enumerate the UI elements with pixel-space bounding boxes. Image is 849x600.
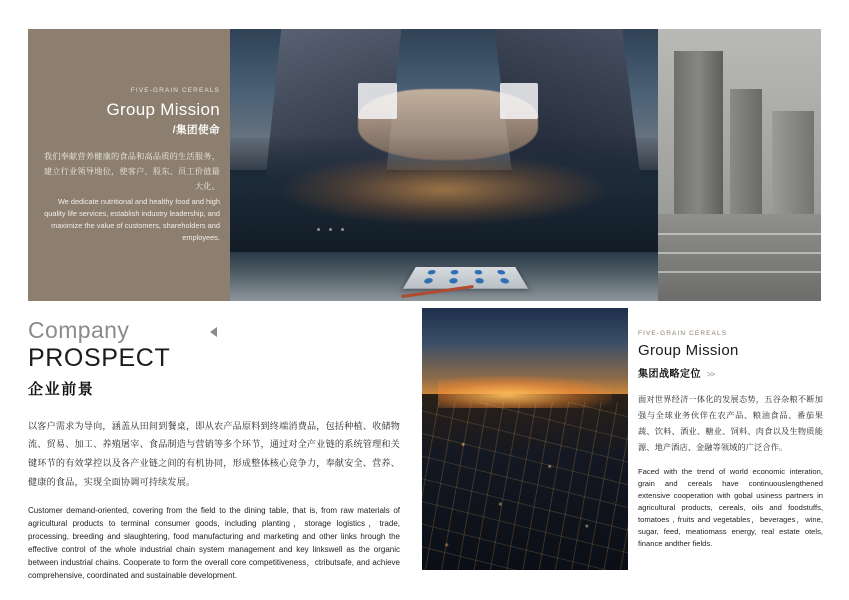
strategy-eyebrow: FIVE-GRAIN CEREALS bbox=[638, 330, 728, 337]
aerial-night-city-photo bbox=[422, 308, 628, 570]
prospect-body-en: Customer demand-oriented, covering from the field to the dining table, that is, from raw materials of agricultural products to terminal consumer goods, including planting，storage logistics，trade, processing, breeding and slaughtering, food manufacturing and marketing and other links hrough the effective control of the whole industrial chain system management and key linkswell as the organic between industrial chains. Cooperate to form the overall core competitiveness，ctributsafe, and achieve comprehensive, coordinated and sustainable development. bbox=[28, 506, 400, 581]
page-dot bbox=[341, 228, 344, 231]
mission-title-en: Group Mission bbox=[106, 100, 220, 119]
group-strategy-section bbox=[638, 330, 823, 558]
prospect-heading-main: PROSPECT bbox=[28, 344, 171, 373]
page-dot bbox=[329, 228, 332, 231]
building-tower-1 bbox=[674, 51, 723, 220]
strategy-title-cn: 集团战略定位 bbox=[638, 369, 701, 381]
strategy-title-en: Group Mission bbox=[638, 342, 739, 359]
photo-sunset-glow bbox=[281, 154, 606, 225]
page-dots bbox=[317, 228, 344, 231]
prospect-heading-cn: 企业前景 bbox=[28, 380, 95, 398]
mission-eyebrow: FIVE-GRAIN CEREALS bbox=[130, 87, 220, 94]
strategy-body-en: Faced with the trend of world economic interation, grain and cereals have continuouslengthened extensive cooperation with gobal usiness partners in agricultural products, cereals, oils and foodstuffs, tomatoes , fruits and vegetables，beverages，wine, sugar, feed, meatiomass energy, real estate otels, finance andther fields. bbox=[638, 467, 823, 549]
mission-title-cn: /集团使命 bbox=[172, 123, 220, 136]
mission-body-cn: 我们奉献营养健康的食品和高品质的生活服务，建立行业领导地位，使客户、股东、员工价值最大化。 bbox=[43, 151, 220, 191]
prospect-heading-top: Company bbox=[28, 317, 130, 343]
mission-panel bbox=[28, 29, 230, 301]
photo-cuff-right bbox=[500, 83, 539, 118]
left-triangle-icon bbox=[210, 327, 217, 337]
photo-cuff-left bbox=[358, 83, 397, 118]
building-lowrise bbox=[658, 214, 821, 301]
building-tower-3 bbox=[772, 111, 814, 220]
top-band bbox=[28, 29, 821, 301]
grey-buildings-photo bbox=[658, 29, 821, 301]
prospect-body-cn: 以客户需求为导向，涵盖从田间到餐桌，即从农产品原料到终端消费品，包括种植、收储物流、贸易、加工、养殖屠宰、食品制造与营销等多个环节，通过对全产业链的系统管理和关键环节的有效掌控以及各产业链之间的有机协同，形成整体核心竞争力，奉献安全、营养、健康的食品，实现全面协调可持续发展。 bbox=[28, 420, 400, 487]
mission-body-en: We dedicate nutritional and healthy food and high quality life services, establish industry leadership, and maximize the value of customers, shareholders and employees. bbox=[44, 197, 220, 242]
handshake-city-photo bbox=[230, 29, 658, 301]
night-city-lights bbox=[422, 413, 628, 570]
strategy-title-row bbox=[638, 365, 823, 380]
strategy-body-cn: 面对世界经济一体化的发展态势，五谷杂粮不断加强与全球业务伙伴在农产品、粮油食品、番茄果蔬、饮料、酒业、糖业、饲料、肉食以及生物质能源、地产酒店、金融等领域的广泛合作。 bbox=[638, 395, 823, 453]
double-chevron-right-icon: >> bbox=[707, 370, 715, 380]
building-tower-2 bbox=[730, 89, 763, 220]
company-prospect-section bbox=[28, 318, 400, 591]
page-dot bbox=[317, 228, 320, 231]
